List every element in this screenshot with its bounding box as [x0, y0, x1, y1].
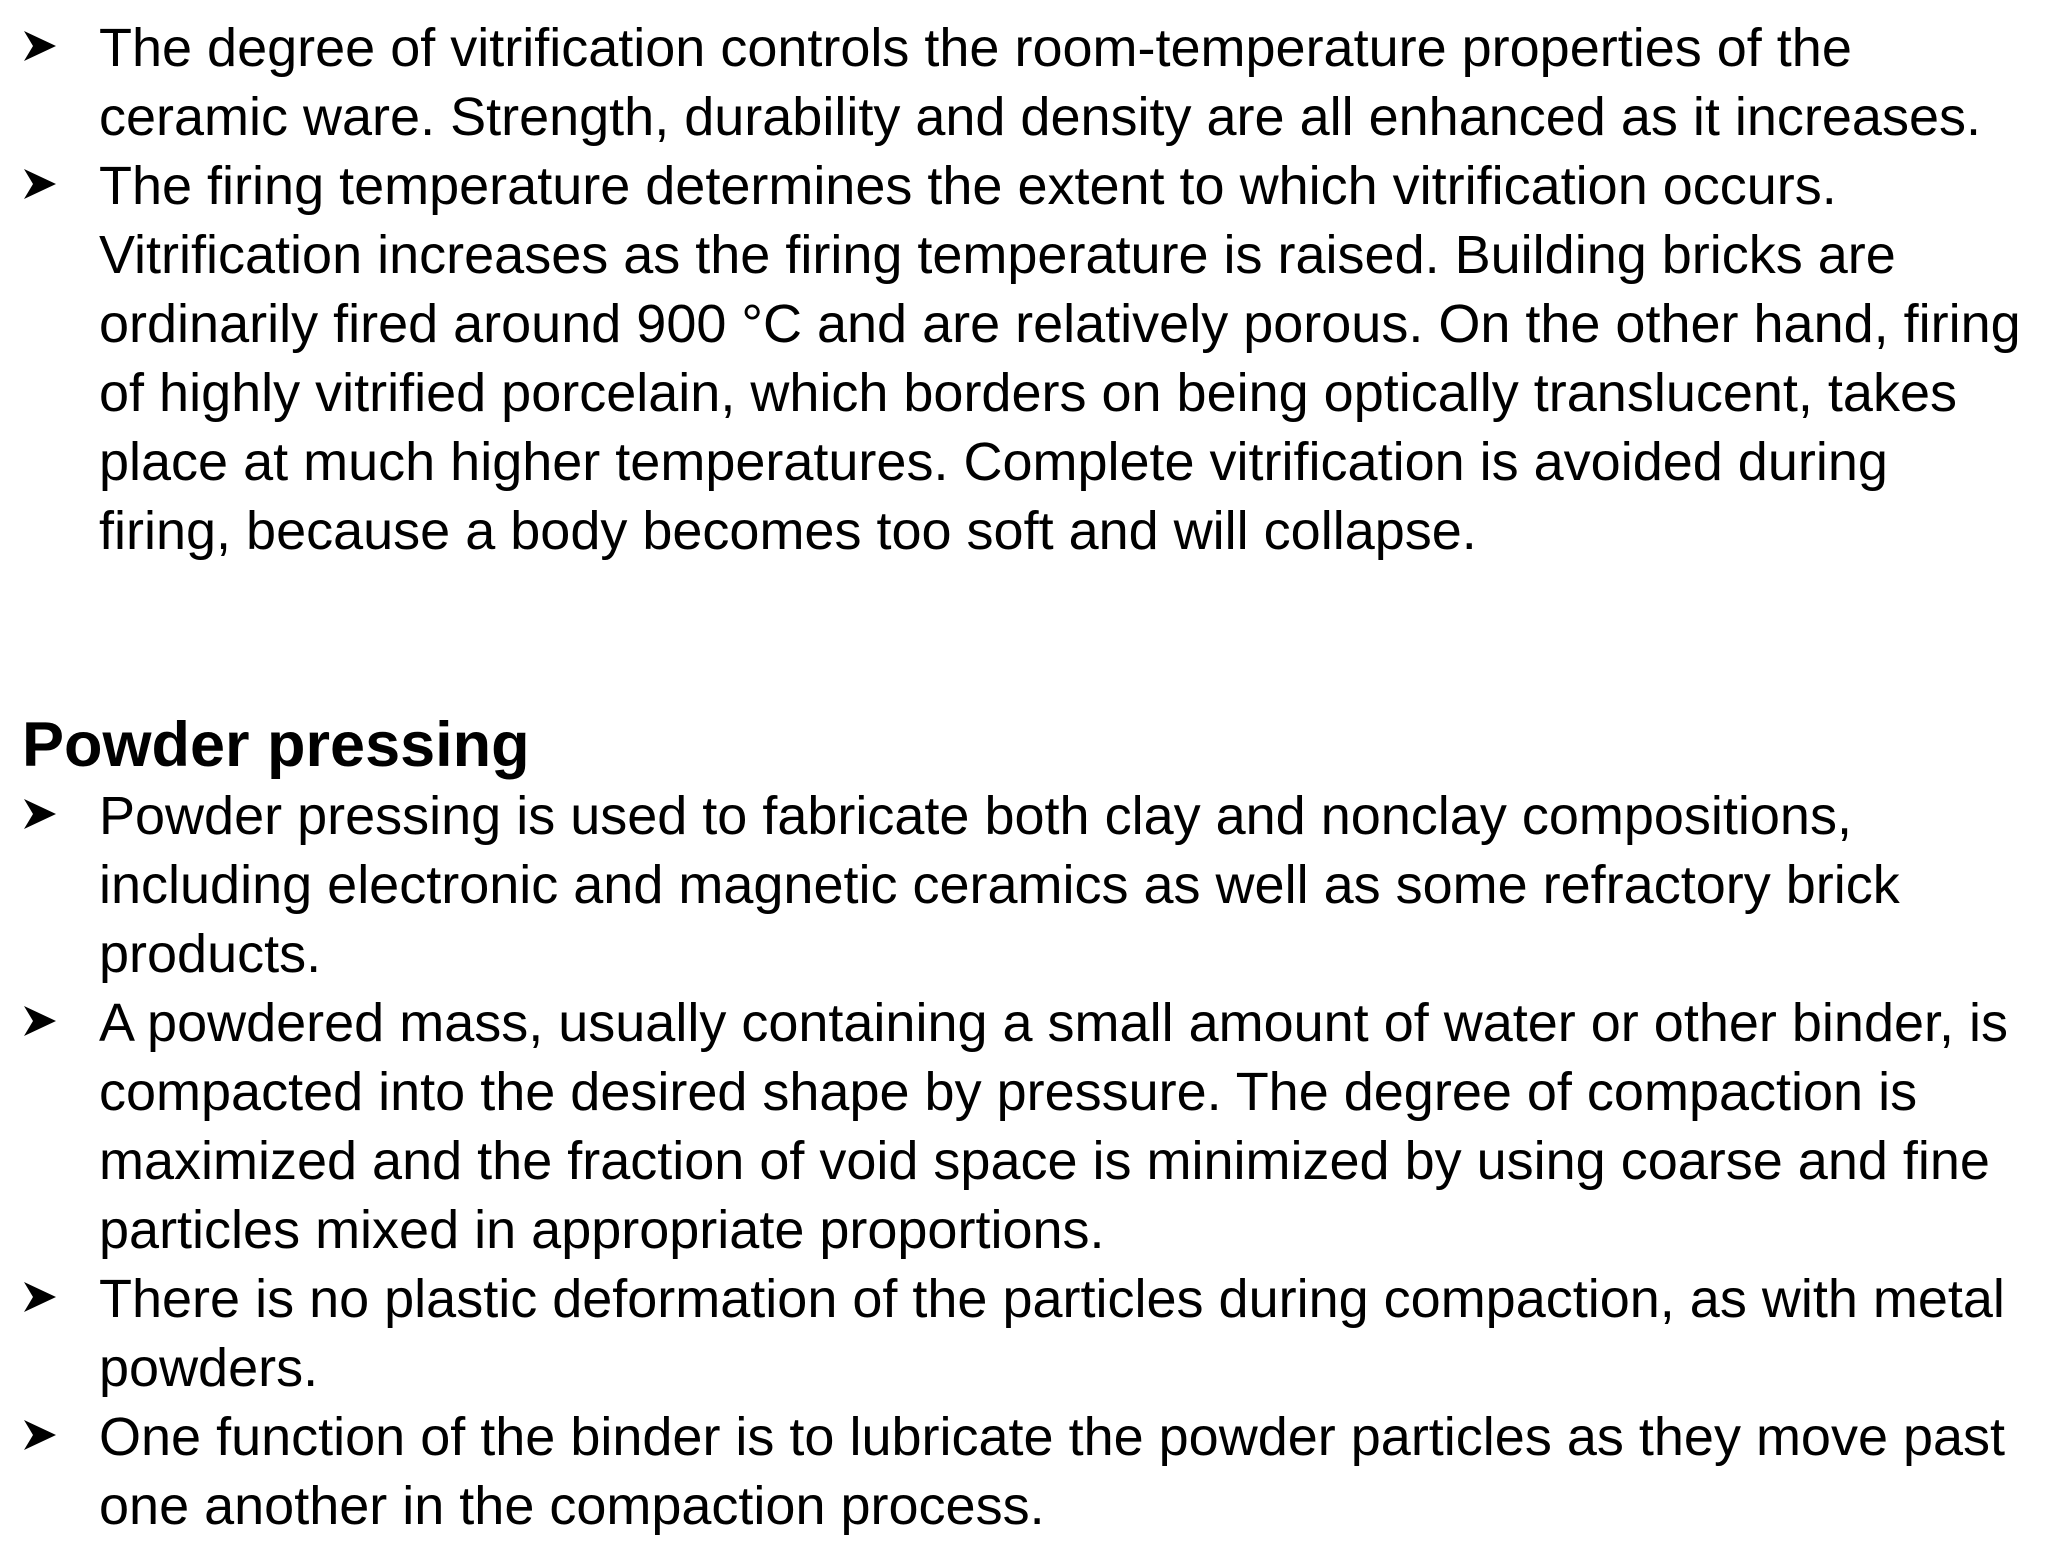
list-item — [22, 782, 2032, 989]
bullet-text: There is no plastic deformation of the particles during compaction, as with metal powders. — [99, 1269, 2005, 1398]
arrow-bullet-icon — [22, 796, 58, 832]
arrow-bullet-icon — [22, 166, 58, 202]
list-item — [22, 989, 2032, 1265]
arrow-bullet-icon — [22, 1003, 58, 1039]
section-heading: Powder pressing — [22, 710, 530, 780]
list-item — [22, 1265, 2032, 1403]
list-item — [22, 14, 2032, 152]
bullet-text: One function of the binder is to lubricate the powder particles as they move past one another in the compaction process. — [99, 1407, 2006, 1536]
powder-pressing-bullet-list — [22, 782, 2032, 1541]
arrow-bullet-icon — [22, 28, 58, 64]
arrow-bullet-icon — [22, 1417, 58, 1453]
bullet-text: A powdered mass, usually containing a small amount of water or other binder, is compacted into the desired shape by pressure. The degree of compaction is maximized and the fraction of void space is minimized by using coarse and fine particles mixed in appropriate proportions. — [99, 993, 2009, 1260]
bullet-text: The firing temperature determines the extent to which vitrification occurs. Vitrification increases as the firing temperature is raised. Building bricks are ordinarily fired around 900 °C and are relatively porous. On the other hand, firing of highly vitrified porcelain, which borders on being optically translucent, takes place at much higher temperatures. Complete vitrification is avoided during firing, because a body becomes too soft and will collapse. — [99, 156, 2021, 561]
arrow-bullet-icon — [22, 1279, 58, 1315]
bullet-text: Powder pressing is used to fabricate both clay and nonclay compositions, including electronic and magnetic ceramics as well as some refractory brick products. — [99, 786, 1900, 984]
bullet-text: The degree of vitrification controls the room-temperature properties of the ceramic ware. Strength, durability and density are all enhanced as it increases. — [99, 18, 1981, 147]
list-item — [22, 152, 2032, 566]
vitrification-bullet-list — [22, 14, 2032, 566]
list-item — [22, 1403, 2032, 1541]
